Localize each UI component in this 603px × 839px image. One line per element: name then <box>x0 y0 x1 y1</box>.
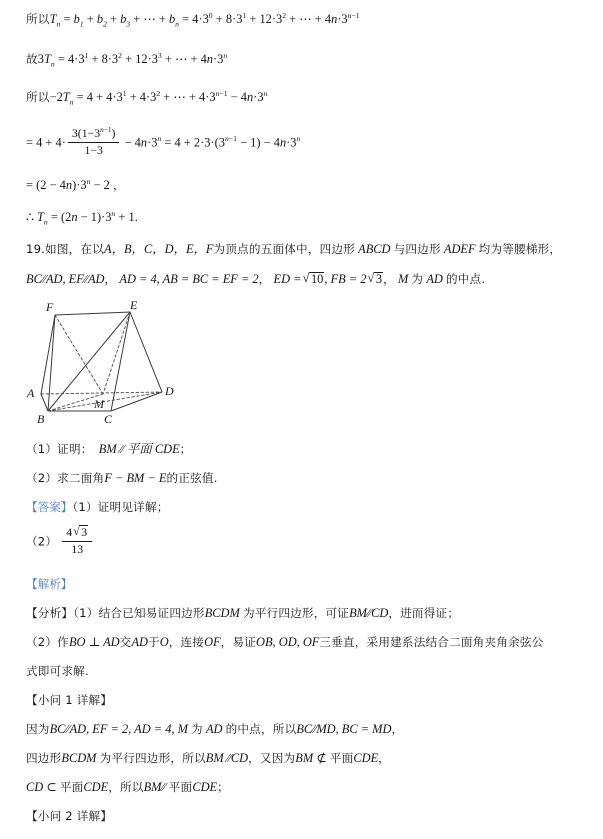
analysis-2-text-f: 三垂直，采用建系法结合二面角夹角余弦公 <box>319 635 544 649</box>
analysis-tag-line <box>26 578 72 592</box>
detail-1-text-i: ， <box>378 751 390 765</box>
analysis-1-marker: （1） <box>73 606 99 620</box>
formula-line-5: = $(2 - 4n)\cdot 3^n - 2$ ， <box>26 177 125 193</box>
vertex-label-M: M <box>94 397 104 411</box>
question-1-tail: ； <box>179 442 192 456</box>
detail-1-line-2 <box>26 752 390 766</box>
detail-1-math-6: BM ⊄ <box>295 751 327 765</box>
detail-1-math-10: BM∕∕ <box>143 780 166 794</box>
detail-1-math-4: BCDM <box>61 751 97 765</box>
detail-1-math-5: BM ∕∕CD <box>205 751 249 765</box>
edge-EB <box>48 312 130 411</box>
analysis-2-math-of: OF <box>204 635 221 649</box>
answer-block-line-1 <box>26 501 169 515</box>
analysis-2-math-o: O <box>159 635 169 649</box>
detail-1-text-d: ， <box>391 722 404 736</box>
detail-1-math-1: BC∕∕AD, EF = 2, AD = 4, M <box>49 722 188 736</box>
vertex-label-A: A <box>27 386 35 400</box>
stem-text-midpoint: 的中点. <box>445 272 486 286</box>
answer-1-text: 证明见详解； <box>97 500 169 514</box>
analysis-line-2 <box>26 636 543 650</box>
detail-1-text-f: 为平行四边形，所以 <box>99 751 206 765</box>
stem-text-a: 如图，在以 <box>45 242 105 256</box>
detail-1-math-9: CDE <box>83 780 109 794</box>
analysis-2-text-d: ，连接 <box>168 635 205 649</box>
analysis-1-text-a: 结合已知易证四边形 <box>98 606 205 620</box>
edge-AB <box>41 394 48 411</box>
analysis-2-text-e: ，易证 <box>220 635 257 649</box>
formula-line-4: = 4 + 4· $\frac{3(1-3^{n-1})}{1-3}$ − $4n\cdot 3^n = 4 + 2\cdot 3\cdot(3^{n-1} - 1) - 4n\cdot 3^n$ <box>26 125 301 157</box>
question-item-2 <box>26 472 218 486</box>
stem-quad-abcd: ABCD <box>358 242 391 256</box>
analysis-1-text-b: 为平行四边形，可证 <box>242 606 350 620</box>
detail-1-text-e: 四边形 <box>26 751 62 765</box>
analysis-2-math-ob-od-of: OB, OD, OF <box>256 635 320 649</box>
edge-FA <box>41 315 55 394</box>
detail-1-text-k: ，所以 <box>108 780 144 794</box>
analysis-1-math-bcdm: BCDM <box>204 606 240 620</box>
edge-BD-hidden <box>48 392 162 411</box>
detail-1-math-7: CDE <box>353 751 379 765</box>
answer-tag: 【答案】 <box>26 500 73 514</box>
vertex-label-B: B <box>37 412 45 426</box>
detail-1-line-1 <box>26 723 403 737</box>
problem-stem-line-2: BC∕∕AD, EF∕∕AD， AD = 4, AB = BC = EF = 2， ED = √ 10, FB = 2 √ 3， M 为 AD 的中点. <box>26 272 485 287</box>
sqrt-10: √ 10 <box>303 272 325 287</box>
analysis-2-text-g: 式即可求解. <box>26 664 89 678</box>
edge-FM-hidden <box>55 315 103 394</box>
detail-1-tag-line <box>26 694 112 708</box>
fraction-geometric-sum: $\frac{3(1-3^{n-1})}{1-3}$ <box>68 126 120 157</box>
analysis-tag: 【解析】 <box>26 577 73 591</box>
stem-text-d: 均为等腰梯形， <box>478 242 562 256</box>
analysis-line-1 <box>26 607 459 621</box>
stem-point-m: M <box>397 272 409 286</box>
question-2-marker: （2） <box>26 471 58 485</box>
edge-FB <box>48 315 55 411</box>
formula-line-6: ∴ $T_n = (2n - 1)\cdot 3^n + 1$. <box>26 209 138 227</box>
formula-prefix: 所以 <box>26 12 50 27</box>
question-1-label: 证明： <box>57 442 93 456</box>
answer-block-line-2 <box>26 527 94 558</box>
edge-FE <box>55 312 130 315</box>
stem-text-wei: 为 <box>411 272 424 286</box>
detail-2-tag: 【小问 2 详解】 <box>26 809 113 823</box>
sqrt-3: √ 3 <box>367 272 383 287</box>
detail-1-text-b: 为 <box>191 722 203 736</box>
edge-ED <box>130 312 162 392</box>
sqrt-3-answer: √ 3 <box>73 525 88 540</box>
analysis-2-math-bo-perp-ad: BO ⊥ AD <box>68 635 120 649</box>
analysis-1-text-c: ，进而得证； <box>388 606 460 620</box>
vertex-label-E: E <box>130 298 138 312</box>
stem-segment-ad: AD <box>426 272 443 286</box>
answer-2-denominator: 13 <box>71 542 84 556</box>
analysis-2-text-b: 交 <box>119 635 132 649</box>
problem-stem-line-1 <box>26 243 561 257</box>
therefore-symbol: ∴ <box>26 210 34 225</box>
analysis-line-3 <box>26 665 89 679</box>
stem-fb-label: , FB = 2 <box>324 272 367 286</box>
question-2-tail: 的正弦值. <box>166 471 218 485</box>
answer-2-marker: （2） <box>26 534 58 549</box>
detail-1-math-3: BC∕∕MD, BC = MD <box>296 722 392 736</box>
detail-1-line-3 <box>26 781 229 795</box>
detail-2-tag-line <box>26 810 112 824</box>
formula-line-3: 所以$-2T_n = 4 + 4\cdot 3^1 + 4\cdot 3^2$ + ⋯ + $4\cdot 3^{n-1} - 4n\cdot 3^n$ <box>26 89 268 107</box>
detail-1-text-c: 的中点，所以 <box>225 722 297 736</box>
stem-parallel-conditions: BC∕∕AD, EF∕∕AD <box>26 272 105 286</box>
answer-2-num-coef: 4 <box>66 526 73 540</box>
detail-1-text-g: ，又因为 <box>248 751 296 765</box>
vertex-label-D: D <box>165 384 174 398</box>
stem-text-c: 与四边形 <box>393 242 441 256</box>
detail-1-math-11: CDE <box>192 780 218 794</box>
detail-1-math-2: AD <box>205 722 223 736</box>
detail-1-text-l: 平面 <box>168 780 193 794</box>
formula-prefix: 故 <box>26 52 38 67</box>
detail-1-text-h: 平面 <box>329 751 354 765</box>
pentahedron-svg <box>24 298 214 430</box>
stem-text-b: 为顶点的五面体中，四边形 <box>213 242 356 256</box>
analysis-subtag: 【分析】 <box>26 606 74 620</box>
detail-1-text-a: 因为 <box>26 722 50 736</box>
question-1-math: BM ∕∕ 平面 CDE <box>98 442 180 456</box>
question-2-label: 求二面角 <box>57 471 105 485</box>
problem-number: 19. <box>26 242 46 256</box>
question-2-math: F − BM − E <box>104 471 167 485</box>
vertex-label-C: C <box>104 412 113 426</box>
stem-vertices: A，B，C，D，E，F <box>104 242 214 256</box>
question-1-marker: （1） <box>26 442 58 456</box>
analysis-2-math-ad: AD <box>131 635 148 649</box>
analysis-2-text-c: 于 <box>147 635 160 649</box>
vertex-label-F: F <box>46 300 54 314</box>
detail-1-text-j: 平面 <box>59 780 84 794</box>
formula-prefix: 所以 <box>26 90 50 105</box>
detail-1-text-m: ； <box>217 780 229 794</box>
stem-ed-label: ED = <box>273 272 302 286</box>
formula-line-1: 所以$T_n = b_1 + b_2 + b_3$ + ⋯ + $b_n = 4\cdot 3^0 + 8\cdot 3^1 + 12\cdot 3^2$ + ⋯ + $4n\cdot 3^{n-1}$ <box>26 11 360 29</box>
geometry-figure-pentahedron <box>24 298 214 430</box>
stem-quad-adef: ADEF <box>443 242 476 256</box>
edge-CD <box>111 392 162 411</box>
stem-length-conditions: AD = 4, AB = BC = EF = 2 <box>119 272 259 286</box>
analysis-2-text-a: 作 <box>57 635 69 649</box>
analysis-2-marker: （2） <box>26 635 58 649</box>
analysis-1-math-bmcd: BM∕∕CD <box>349 606 389 620</box>
question-item-1 <box>26 443 191 457</box>
detail-1-tag: 【小问 1 详解】 <box>26 693 113 707</box>
detail-1-math-8: CD ⊂ <box>26 780 57 794</box>
formula-line-2: 故$3T_n = 4\cdot 3^1 + 8\cdot 3^2 + 12\cdot 3^3$ + ⋯ + $4n\cdot 3^n$ <box>26 51 228 69</box>
answer-1-marker: （1） <box>72 500 98 514</box>
answer-2-fraction <box>62 525 92 556</box>
